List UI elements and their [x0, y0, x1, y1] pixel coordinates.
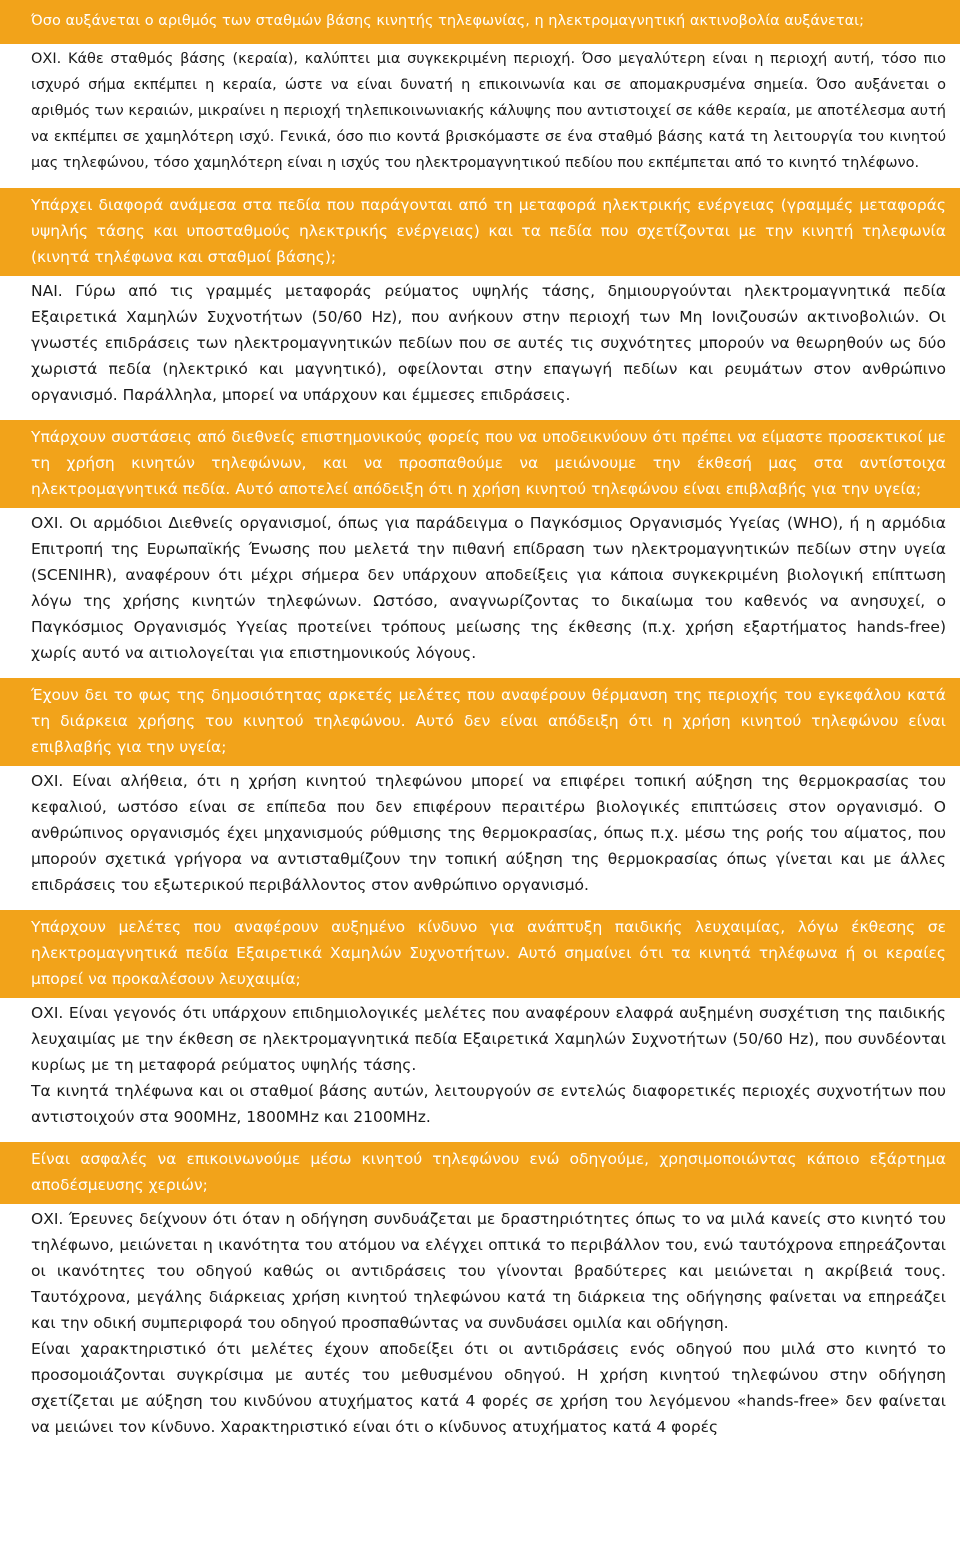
answer-2-paragraph-1: ΝΑΙ. Γύρω από τις γραμμές μεταφοράς ρεύματος υψηλής τάσης, δημιουργούνται ηλεκτρομαγνητικά πεδία Εξαιρετικά Χαμηλών Συχνοτήτων (50/60 Hz), που ανήκουν στην περιοχή των Μη Ιονιζουσών ακτινοβολιών. Οι γνωστές επιδράσεις των ηλεκτρομαγνητικών πεδίων που σε αυτές τις συχνότητες μπορούν να θεωρηθούν ως δύο χωριστά πεδία (ηλεκτρικό και μαγνητικό), οφείλονται στην επαγωγή πεδίων και ρευμάτων στον ανθρώπινο οργανισμό. Παράλληλα, μπορεί να υπάρχουν και έμμεσες επιδράσεις. — [31, 282, 946, 404]
answer-6-paragraph-1: ΟΧΙ. Έρευνες δείχνουν ότι όταν η οδήγηση συνδυάζεται με δραστηριότητες όπως το να μιλά κανείς στο κινητό του τηλέφωνο, μειώνεται η ικανότητα του ατόμου να ελέγχει οπτικά το περιβάλλον του, ενώ ταυτόχρονα επηρεάζονται οι ικανότητες του οδηγού καθώς οι αντιδράσεις του γίνονται βραδύτερες και μειώνεται η ακρίβειά τους. Ταυτόχρονα, μεγάλης διάρκειας χρήση κινητού τηλεφώνου κατά τη διάρκεια της οδήγησης φαίνεται να επηρεάζει και την οδική συμπεριφορά του οδηγού προσπαθώντας να συνδυάσει ομιλία και οδήγηση. — [31, 1210, 946, 1332]
question-5: Υπάρχουν μελέτες που αναφέρουν αυξημένο κίνδυνο για ανάπτυξη παιδικής λευχαιμίας, λόγω έκθεσης σε ηλεκτρομαγνητικά πεδία Εξαιρετικά Χαμηλών Συχνοτήτων. Αυτό σημαίνει ότι τα κινητά τηλέφωνα ή οι κεραίες μπορεί να προκαλέσουν λευχαιμία; — [0, 910, 960, 998]
answer-5-paragraph-2: Τα κινητά τηλέφωνα και οι σταθμοί βάσης αυτών, λειτουργούν σε εντελώς διαφορετικές περιοχές συχνοτήτων που αντιστοιχούν στα 900MHz, 1800MHz και 2100MHz. — [31, 1082, 946, 1126]
answer-6-paragraph-2: Είναι χαρακτηριστικό ότι μελέτες έχουν αποδείξει ότι οι αντιδράσεις ενός οδηγού που μιλά στο κινητό το προσομοιάζονται συγκρίσιμα με αυτές του μεθυσμένου οδηγού. Η χρήση κινητού τηλεφώνου στην οδήγηση σχετίζεται με αύξηση του κινδύνου ατυχήματος κατά 4 φορές σε χρήση του λεγόμενου «hands-free» δεν φαίνεται να μειώνει τον κίνδυνο. Χαρακτηριστικό είναι ότι ο κίνδυνος ατυχήματος κατά 4 φορές — [31, 1340, 946, 1436]
answer-1-paragraph-1: ΟΧΙ. Κάθε σταθμός βάσης (κεραία), καλύπτει μια συγκεκριμένη περιοχή. Όσο μεγαλύτερη είναι η περιοχή αυτή, τόσο πιο ισχυρό σήμα εκπέμπει η κεραία, ώστε να είναι δυνατή η επικοινωνία και σε απομακρυσμένα σημεία. Όσο αυξάνεται ο αριθμός των κεραιών, μικραίνει η περιοχή τηλεπικοινωνιακής κάλυψης που αντιστοιχεί σε κάθε κεραία, με αποτέλεσμα αυτή να εκπέμπει σε χαμηλότερη ισχύ. Γενικά, όσο πιο κοντά βρισκόμαστε σε ένα σταθμό βάσης κατά τη λειτουργία του κινητού μας τηλεφώνου, τόσο χαμηλότερη είναι η ισχύς του ηλεκτρομαγνητικού πεδίου που εκπέμπεται από το κινητό τηλέφωνο. — [31, 51, 946, 171]
question-4: Έχουν δει το φως της δημοσιότητας αρκετές μελέτες που αναφέρουν θέρμανση της περιοχής του εγκεφάλου κατά τη διάρκεια χρήσης του κινητού τηλεφώνου. Αυτό δεν είναι απόδειξη ότι η χρήση κινητού τηλεφώνου είναι επιβλαβής για την υγεία; — [0, 678, 960, 766]
question-3: Υπάρχουν συστάσεις από διεθνείς επιστημονικούς φορείς που να υποδεικνύουν ότι πρέπει να είμαστε προσεκτικοί με τη χρήση κινητών τηλεφώνων, και να προσπαθούμε να μειώνουμε την έκθεσή μας στα αντίστοιχα ηλεκτρομαγνητικά πεδία. Αυτό αποτελεί απόδειξη ότι η χρήση κινητού τηλεφώνου είναι επιβλαβής για την υγεία; — [0, 420, 960, 508]
question-6: Είναι ασφαλές να επικοινωνούμε μέσω κινητού τηλεφώνου ενώ οδηγούμε, χρησιμοποιώντας κάποιο εξάρτημα αποδέσμευσης χεριών; — [0, 1142, 960, 1204]
answer-5 — [0, 998, 960, 1142]
answer-5-paragraph-1: ΟΧΙ. Είναι γεγονός ότι υπάρχουν επιδημιολογικές μελέτες που αναφέρουν ελαφρά αυξημένη συσχέτιση της παιδικής λευχαιμίας με την έκθεση σε ηλεκτρομαγνητικά πεδία Εξαιρετικά Χαμηλών Συχνοτήτων (50/60 Hz), που συνδέονται κυρίως με τη μεταφορά ρεύματος υψηλής τάσης. — [31, 1004, 946, 1074]
answer-3-paragraph-1: ΟΧΙ. Οι αρμόδιοι Διεθνείς οργανισμοί, όπως για παράδειγμα ο Παγκόσμιος Οργανισμός Υγείας (WHO), ή η αρμόδια Επιτροπή της Ευρωπαϊκής Ένωσης που μελετά την πιθανή επίδραση των ηλεκτρομαγνητικών πεδίων στην υγεία (SCENIHR), αναφέρουν ότι μέχρι σήμερα δεν υπάρχουν αποδείξεις για κάποια συγκεκριμένη βιολογική επίπτωση λόγω της χρήσης κινητών τηλεφώνων. Ωστόσο, αναγνωρίζοντας το δικαίωμα του καθενός να ανησυχεί, ο Παγκόσμιος Οργανισμός Υγείας προτείνει τρόπους μείωσης της έκθεσης (π.χ. χρήση εξαρτήματος hands-free) χωρίς αυτό να αιτιολογείται για επιστημονικούς λόγους. — [31, 514, 946, 662]
answer-1 — [0, 44, 960, 188]
answer-4 — [0, 766, 960, 910]
answer-2 — [0, 276, 960, 420]
answer-4-paragraph-1: ΟΧΙ. Είναι αλήθεια, ότι η χρήση κινητού τηλεφώνου μπορεί να επιφέρει τοπική αύξηση της θερμοκρασίας του κεφαλιού, ωστόσο είναι σε επίπεδα που δεν επιφέρουν περαιτέρω βιολογικές επιπτώσεις στον οργανισμό. Ο ανθρώπινος οργανισμός έχει μηχανισμούς ρύθμισης της θερμοκρασίας, όπως π.χ. μέσω της ροής του αίματος, που μπορούν σχετικά γρήγορα να αντισταθμίζουν την τοπική αύξηση της θερμοκρασίας όπως γίνεται και με άλλες επιδράσεις του εξωτερικού περιβάλλοντος στον ανθρώπινο οργανισμό. — [31, 772, 946, 894]
answer-6 — [0, 1204, 960, 1452]
answer-3 — [0, 508, 960, 678]
question-1: Όσο αυξάνεται ο αριθμός των σταθμών βάσης κινητής τηλεφωνίας, η ηλεκτρομαγνητική ακτινοβολία αυξάνεται; — [0, 0, 960, 44]
question-2: Υπάρχει διαφορά ανάμεσα στα πεδία που παράγονται από τη μεταφορά ηλεκτρικής ενέργειας (γραμμές μεταφοράς υψηλής τάσης και υποσταθμούς ηλεκτρικής ενέργειας) και τα πεδία που σχετίζονται με την κινητή τηλεφωνία (κινητά τηλέφωνα και σταθμοί βάσης); — [0, 188, 960, 276]
